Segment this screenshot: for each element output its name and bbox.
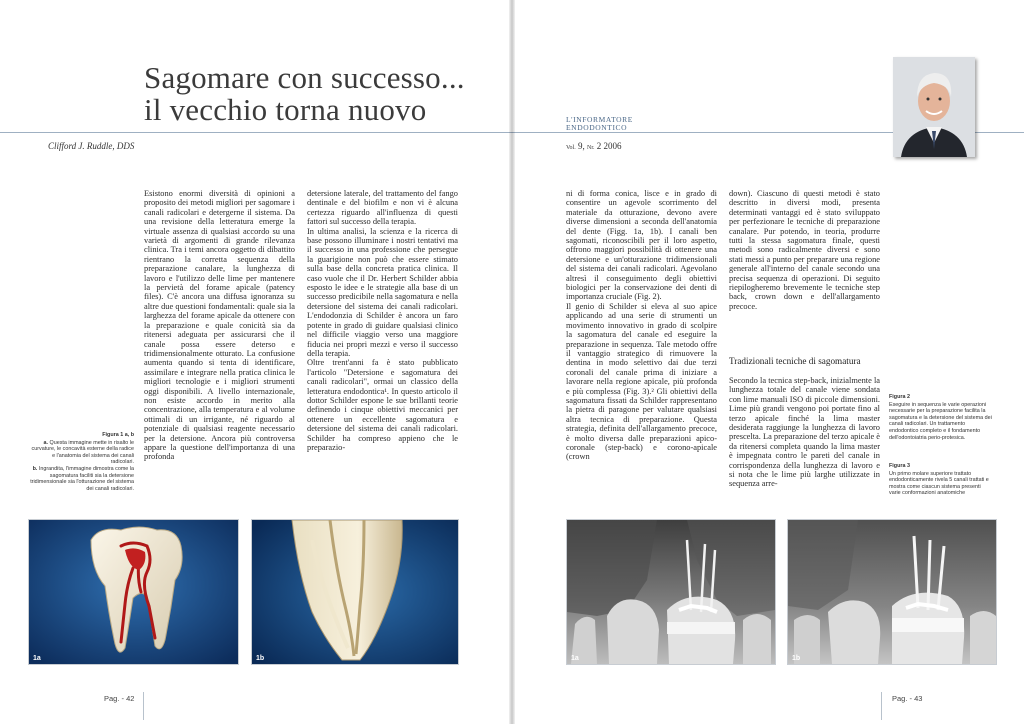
header-rule — [0, 132, 512, 133]
volume-number: 9, — [577, 141, 585, 151]
figure-2-caption-text: Eseguire in sequenza le varie operazioni necessarie per la preparazione facilita la sagomatura e la detersione del sistema dei canali radicolari. Un trattamento endodontico completo e il fondamento dell'odontoiatria perio-protesica. — [889, 401, 992, 441]
figure-label: 1a — [571, 655, 579, 662]
page-number-right: Pag. - 43 — [892, 694, 923, 703]
figure-label: 1b — [256, 655, 265, 662]
paragraph: down). Ciascuno di questi metodi è stato descritto in diversi modi, presenta determinati vantaggi ed è stato sviluppato per perfezionare le tecniche di preparazione canalare. Pur potendo, in teoria, produrre tutti la stessa sagomatura finale, questi metodi sono radicalmente diversi e sono stati messi a punto per preparare una regione generale all'interno del canale secondo una precisa sequenza di operazioni. Di seguito riepilogheremo brevemente le tecniche step back, crown down e dell'allargamento precoce. — [729, 189, 880, 311]
figure-2-caption-title: Figura 2 — [889, 394, 910, 400]
figure-xray-1a — [566, 519, 776, 665]
figure-xray-1b — [787, 519, 997, 665]
footer-divider — [143, 692, 144, 720]
title-line-2: il vecchio torna nuovo — [144, 92, 427, 127]
footer-divider — [881, 692, 882, 720]
tooth-cross-section-image — [29, 520, 238, 664]
tooth-3d-image — [252, 520, 458, 664]
figure-1-caption — [30, 432, 134, 492]
title-line-1: Sagomare con successo... — [144, 60, 465, 95]
volume-label: Vol. — [566, 145, 576, 151]
paragraph: In ultima analisi, la scienza e la ricerca di base possono illuminare i nostri tentativi ma il successo in una professione che persegue la guarigione non può che essere stimato sulla base della concreta pratica clinica. Il caso vuole che il Dr. Herbert Schilder abbia esposto le idee e le strategie alla base di un successo predicibile nella sagomatura e nella detersione del sistema dei canali radicolari. L'endodonzia di Schilder è ancora un faro potente in grado di guidare qualsiasi clinico nel difficile viaggio verso una maggiore fiducia nei propri mezzi e verso il successo della terapia. — [307, 226, 458, 358]
body-column-4 — [729, 189, 880, 311]
caption-item-label: a. — [43, 439, 48, 446]
caption-item-text: Ingrandita, l'immagine dimostra come la sagomatura faciliti sia la detersione tridimensionale sia l'otturazione del sistema dei canali radicolari. — [30, 465, 134, 492]
page-number-left: Pag. - 42 — [104, 694, 135, 703]
section-heading: Tradizionali tecniche di sagomatura — [729, 356, 861, 366]
issue-number: 2 2006 — [596, 141, 622, 151]
paragraph: ni di forma conica, lisce e in grado di consentire un agevole scorrimento del materiale da otturazione, devono avere diverse dimensioni a seconda dell'anatomia del dente (Figg. 1a, 1b). I canali ben sagomati, riconoscibili per il loro aspetto, offrono maggiori possibilità di ottenere una detersione e un'otturazione tridimensionali del sistema dei canali radicolari. Agevolano altresì il conseguimento degli obiettivi biologici per la conservazione dei denti di importanza cruciale (Fig. 2). — [566, 189, 717, 302]
figure-3-caption — [889, 463, 993, 497]
caption-item-text: Questa immagine mette in risalto le curvature, le concavità esterne della radice e l'anatomia del sistema dei canali radicolari. — [31, 439, 134, 466]
right-page — [512, 0, 1024, 724]
book-gutter — [509, 0, 515, 724]
radiograph-image — [788, 520, 996, 664]
paragraph: Esistono enormi diversità di opinioni a proposito dei metodi migliori per sagomare i canali radicolari e detergerne il sistema. Da una revisione della letteratura emerge la virtuale assenza di qualsiasi accordo su una varietà di argomenti di grande rilevanza clinica. Tra i temi ancora oggetto di dibattito rientrano la corretta sequenza della preparazione canalare, la lunghezza di lavoro e l'utilizzo delle lime per mantenere la pervietà del forame apicale (patency files). C'è ancora una diffusa ignoranza su altre due questioni fondamentali: quale sia la larghezza del forame apicale da ottenere con la preparazione e quale conicità sia da ritenersi adeguata per assicurarsi che il canale possa essere deterso e tridimensionalmente otturato. La confusione aumenta quando si tenta di identificare, assimilare e integrare nella pratica clinica le migliori tecnologie e i migliori strumenti oggi disponibili. A livello internazionale, non esiste accordo in merito alla concentrazione, alla temperatura e al volume ottimali di un irrigante, né riguardo al potenziale di qualsiasi reagente necessario per la detersione. Ancora più controversa appare la questione dell'importanza di una profonda — [144, 189, 295, 462]
caption-item-label: b. — [32, 465, 38, 472]
figure-1b-tooth-3d-render — [251, 519, 459, 665]
paragraph: Secondo la tecnica step-back, inizialmente la lunghezza totale del canale viene sondata con lime manuali ISO di piccole dimensioni. Lime più grandi vengono poi portate fino al terzo apicale finché la lima master desiderata raggiunge la lunghezza di lavoro prescelta. La preparazione del terzo apicale è da ritenersi completa quando la lima master è impegnata contro le pareti del canale in corrispondenza della lunghezza di lavoro e si nota che le lime più larghe utilizzate in sequenza arre- — [729, 376, 880, 489]
figure-label: 1a — [33, 655, 41, 662]
body-column-3 — [566, 189, 717, 462]
issue-label: Nr. — [586, 145, 595, 151]
figure-1-caption-title: Figura 1 a, b — [102, 432, 134, 438]
figure-label: 1b — [792, 655, 801, 662]
body-column-2 — [307, 189, 458, 452]
paragraph: detersione laterale, del trattamento del fango dentinale e del biofilm e non vi è alcuna certezza riguardo all'influenza di questi fattori sul successo della terapia. — [307, 189, 458, 227]
author-byline: Clifford J. Ruddle, DDS — [48, 141, 135, 151]
figure-3-caption-title: Figura 3 — [889, 463, 910, 469]
figure-3-caption-text: Un primo molare superiore trattato endodonticamente rivela 5 canali trattati e mostra come ciascun sistema presenti varie conformazioni anatomiche — [889, 470, 989, 497]
article-title — [144, 62, 465, 126]
body-column-4-continued — [729, 376, 880, 489]
paragraph: Oltre trent'anni fa è stato pubblicato l'articolo "Detersione e sagomatura dei canali radicolari", ormai un classico della letteratura endodontica¹. In questo articolo il dottor Schilder espone le sue brillanti teorie definendo i cinque obiettivi meccanici per ottenere un eccellente sagomatura e detersione del sistema dei canali radicolari. Schilder ha compreso appieno che le preparazio- — [307, 358, 458, 452]
journal-line-1: L'INFORMATORE — [566, 115, 633, 124]
paragraph: Il genio di Schilder si eleva al suo apice applicando ad una serie di strumenti un movimento innovativo in grado di scolpire la sagomatura del canale ed eseguire la preparazione in sequenza. Tale metodo offre il vantaggio strategico di rimuovere la dentina in modo selettivo dai due terzi coronali del canale prima di iniziare a lavorare nella regione apicale, più profonda e più complessa (Fig. 3).² Gli obiettivi della sagomatura fissati da Schilder rappresentano la pietra di paragone per valutare qualsiasi altra tecnica di preparazione. Questa strategia, definita dell'allargamento precoce, è molto diversa dalle preparazioni apico-coronale (step-back) e corono-apicale (crown — [566, 301, 717, 462]
issue-info — [566, 141, 621, 151]
body-column-1 — [144, 189, 295, 462]
journal-name — [566, 116, 633, 132]
portrait-image — [893, 57, 975, 157]
radiograph-image — [567, 520, 775, 664]
figure-1a-tooth-illustration — [28, 519, 239, 665]
journal-line-2: ENDODONTICO — [566, 123, 628, 132]
author-portrait — [893, 57, 975, 157]
figure-2-caption — [889, 394, 993, 441]
